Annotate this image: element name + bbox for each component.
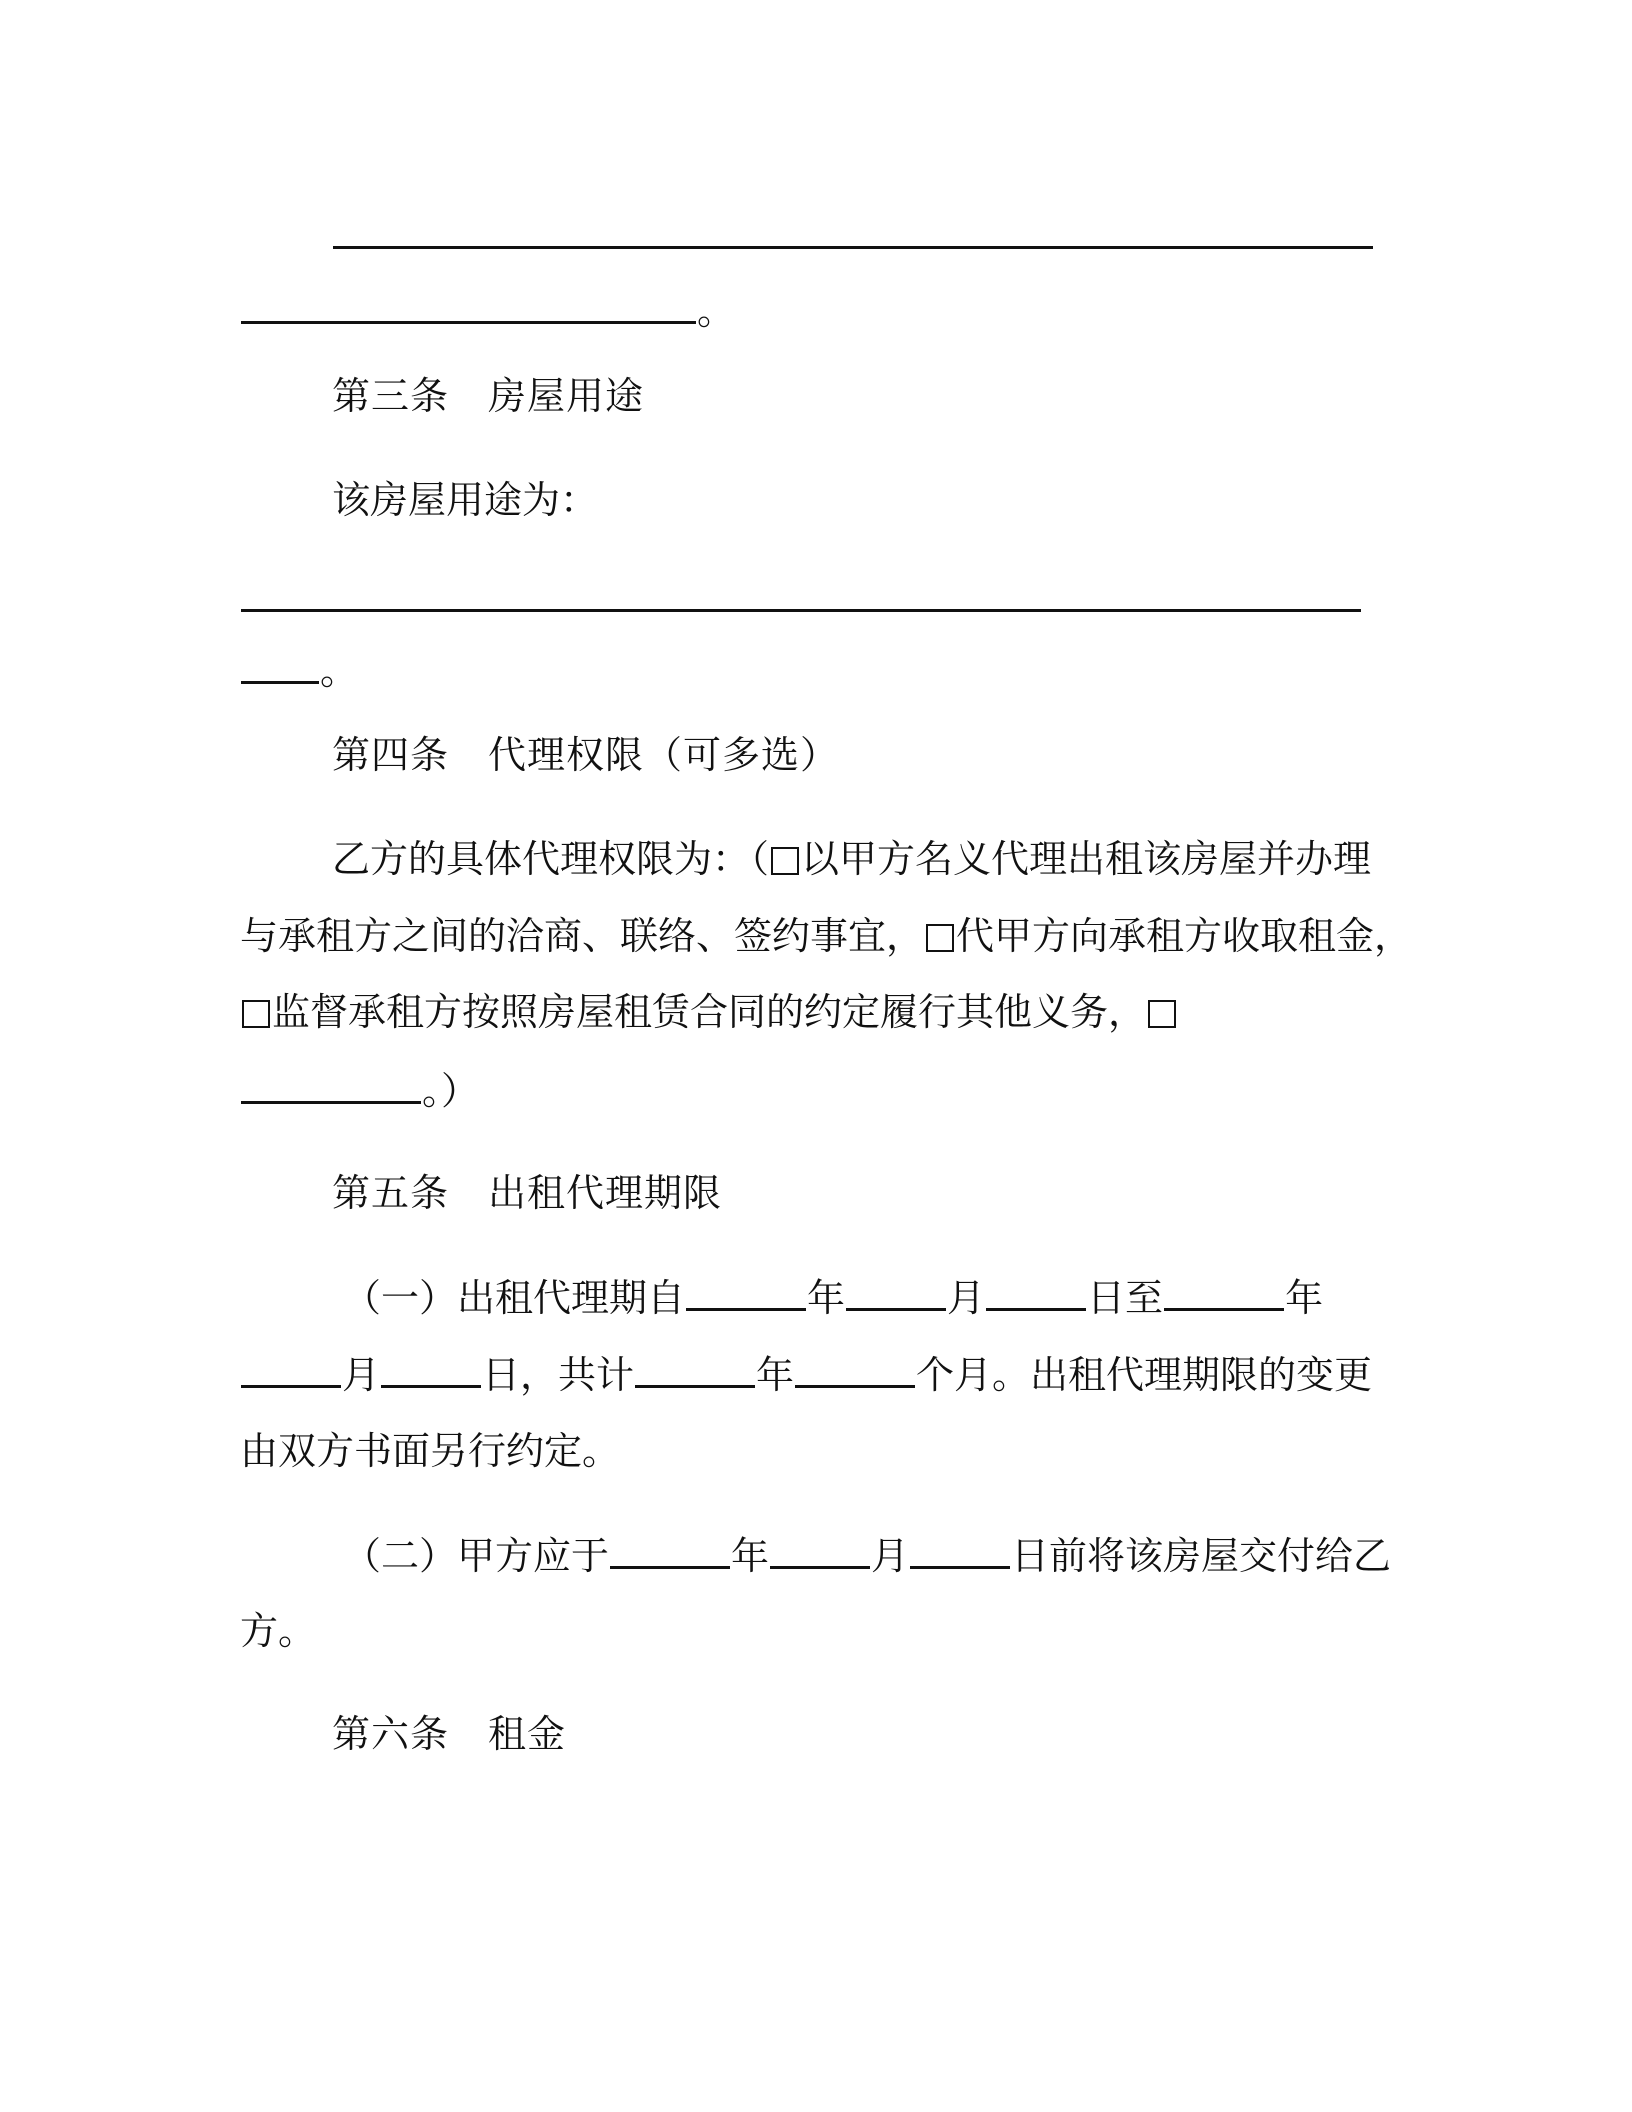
section-3-fill-1: [240, 573, 1362, 623]
blank-field[interactable]: [241, 645, 319, 684]
checkbox[interactable]: [926, 924, 954, 952]
blank-year[interactable]: [686, 1272, 806, 1311]
blank-field[interactable]: [241, 285, 696, 324]
blank-month[interactable]: [846, 1272, 946, 1311]
blank-day[interactable]: [986, 1272, 1086, 1311]
blank-field[interactable]: [241, 573, 1361, 612]
period: 。: [697, 289, 736, 333]
text: 年: [807, 1276, 846, 1320]
section-5-p2-line-2: 方。: [240, 1609, 317, 1653]
text: 年: [1285, 1276, 1324, 1320]
text: （一）出租代理期自: [343, 1276, 686, 1320]
section-4-line-2: [240, 912, 1412, 960]
text: 月: [947, 1276, 986, 1320]
text: 月: [342, 1353, 381, 1397]
text: 乙方的具体代理权限为：（: [332, 837, 770, 881]
text: 年: [731, 1534, 770, 1578]
checkbox[interactable]: [242, 1000, 270, 1028]
text: 。）: [422, 1069, 480, 1113]
section-5-p1-line-2: [240, 1349, 1372, 1399]
text: （二）甲方应于: [343, 1534, 610, 1578]
section-5-p1-line-1: [343, 1272, 1323, 1322]
text: 以甲方名义代理出租该房屋并办理: [801, 837, 1372, 881]
fill-line-2: [240, 285, 735, 335]
blank-year[interactable]: [610, 1530, 730, 1569]
section-5-p1-line-3: 由双方书面另行约定。: [240, 1429, 621, 1473]
blank-month[interactable]: [241, 1349, 341, 1388]
text: 个月。出租代理期限的变更: [916, 1353, 1373, 1397]
section-3-label: 该房屋用途为：: [332, 478, 599, 522]
section-3-fill-2: [240, 645, 358, 695]
blank-field[interactable]: [241, 1065, 421, 1104]
text: 代甲方向承租方收取租金，: [956, 914, 1413, 958]
section-6-heading: 第六条 租金: [332, 1712, 567, 1756]
section-4-line-4: [240, 1065, 479, 1115]
section-4-line-1: [332, 835, 1371, 883]
checkbox[interactable]: [1148, 1000, 1176, 1028]
section-4-heading: 第四条 代理权限（可多选）: [332, 733, 840, 777]
blank-month[interactable]: [795, 1349, 915, 1388]
text: 监督承租方按照房屋租赁合同的约定履行其他义务，: [272, 990, 1147, 1034]
text: 年: [756, 1353, 795, 1397]
section-5-p2-line-1: [343, 1530, 1391, 1580]
blank-day[interactable]: [910, 1530, 1010, 1569]
fill-line-1: [332, 210, 1374, 260]
section-4-line-3: [240, 988, 1178, 1036]
text: 日，共计: [482, 1353, 635, 1397]
period: 。: [320, 649, 359, 693]
text: 日至: [1087, 1276, 1164, 1320]
section-3-heading: 第三条 房屋用途: [332, 374, 645, 418]
blank-year[interactable]: [635, 1349, 755, 1388]
text: 与承租方之间的洽商、联络、签约事宜，: [240, 914, 925, 958]
blank-day[interactable]: [381, 1349, 481, 1388]
blank-year[interactable]: [1164, 1272, 1284, 1311]
text: 日前将该房屋交付给乙: [1011, 1534, 1392, 1578]
section-5-heading: 第五条 出租代理期限: [332, 1171, 723, 1215]
blank-month[interactable]: [770, 1530, 870, 1569]
text: 月: [871, 1534, 910, 1578]
checkbox[interactable]: [771, 847, 799, 875]
blank-field[interactable]: [333, 210, 1373, 249]
